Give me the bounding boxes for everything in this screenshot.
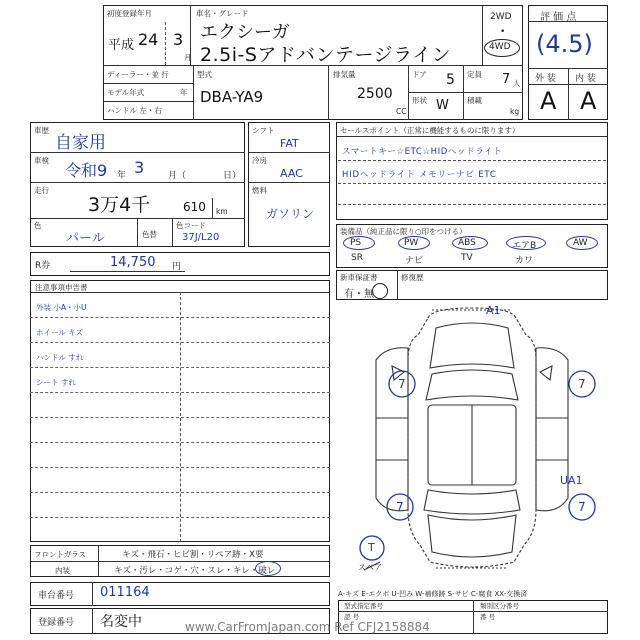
notes-title: 注意事項申告書 <box>35 283 88 292</box>
interior-cond-label: 内装 <box>55 566 70 575</box>
inspection-month: 3 <box>134 158 145 177</box>
vehicle-type-value: 自家用 <box>55 133 106 153</box>
color-change-label: 色替 <box>142 230 157 239</box>
type-value: DBA-YA9 <box>200 88 264 106</box>
month-unit: 月 <box>184 53 192 62</box>
load-label: 積載 <box>467 96 482 105</box>
inspection-month-unit: 月（ <box>168 171 187 181</box>
model-year-label: モデル年式 <box>107 88 145 97</box>
mark-rear-side: UA1 <box>560 474 583 487</box>
list-item <box>30 492 330 518</box>
car-diagram <box>336 300 608 585</box>
person-unit: 人 <box>513 79 521 88</box>
recall-label: 修復歴 <box>401 273 424 282</box>
reg-year: 24 <box>138 30 159 49</box>
notes-list <box>30 292 330 542</box>
first-reg-label: 初度登録年月 <box>107 9 152 18</box>
era: 平成 <box>108 38 135 53</box>
capacity-label: 定員 <box>467 70 482 79</box>
chassis-label: 車台番号 <box>38 591 75 601</box>
displacement-label: 排気量 <box>333 70 356 79</box>
kg-unit: kg <box>510 107 520 116</box>
reg-month: 3 <box>173 30 184 49</box>
price-value: 14,750 <box>110 255 156 270</box>
spare-label: スペア <box>358 563 382 572</box>
shift-value: FAT <box>280 137 299 150</box>
displacement: 2500 <box>357 86 393 102</box>
drive-4wd: 4WD <box>489 42 511 52</box>
inspection-day-unit: 日） <box>223 171 242 181</box>
equip-aw: AW <box>573 238 588 248</box>
interior-sure-circle <box>255 561 281 576</box>
reg-value: 名変中 <box>100 614 142 630</box>
front-glass-value: キズ・飛石・ヒビ割・リペア跡・X要 <box>122 550 264 560</box>
handle-label: ハンドル 左・右 <box>107 106 162 115</box>
sales-title: セールスポイント（正常に機能するものに限ります） <box>340 126 520 135</box>
mileage-label: 走行 <box>34 186 49 195</box>
shift-label: シフト <box>252 126 275 135</box>
price-label: R券 <box>35 261 51 271</box>
interior-cond-value: キズ・汚レ・コゲ・穴・スレ・キレ・破レ <box>114 566 276 576</box>
vehicle-type-label: 車歴 <box>34 126 49 135</box>
price-unit: 円 <box>172 262 182 272</box>
cc-unit: CC <box>396 107 407 116</box>
warranty-circle <box>372 283 388 299</box>
list-item <box>30 516 330 542</box>
mileage-sub: 610 <box>183 200 206 214</box>
equipment-title: 装備品（純正品に限り○印をつける） <box>340 227 467 236</box>
inspection-value: 令和9 <box>65 161 108 180</box>
color-no: 37J/L20 <box>182 232 220 243</box>
ac-label: 冷房 <box>252 156 267 165</box>
equip-airbag: エアB <box>512 241 537 251</box>
list-item: ハンドル すれ <box>30 342 330 368</box>
cert-box1: 型式指定番号 <box>344 602 383 610</box>
equip-abs: ABS <box>458 238 476 248</box>
equip-navi: ナビ <box>405 256 424 266</box>
list-item <box>30 467 330 493</box>
drive-dot: • <box>500 27 506 37</box>
type-label: 型式 <box>197 70 212 79</box>
cert-box2: 類別区分番号 <box>480 602 519 610</box>
dealer-label: ディーラー・並 行 <box>107 70 169 79</box>
list-item: ホイール キズ <box>30 317 330 343</box>
equip-sr: SR <box>351 253 363 263</box>
exterior-grade: A <box>540 87 557 115</box>
equip-tv: TV <box>461 253 473 263</box>
front-glass-label: フロントガラス <box>34 550 87 559</box>
km-unit: km <box>216 207 228 216</box>
car-name: エクシーガ <box>200 22 290 43</box>
cert-box4: 番 号 <box>480 613 496 621</box>
mileage-value: 3万4千 <box>88 194 151 216</box>
equip-leather: カワ <box>515 256 534 266</box>
mark-spare: T <box>368 541 375 554</box>
car-name-label: 車名・グレード <box>196 9 249 18</box>
inspection-label: 車検 <box>34 156 49 165</box>
fuel-value: ガソリン <box>266 207 315 221</box>
mark-wheel-fr: 7 <box>578 377 586 391</box>
mark-front: A1 <box>486 304 501 317</box>
shape-label: 形状 <box>412 96 427 105</box>
warranty-value: 有・無 <box>344 289 374 300</box>
mark-wheel-fl: 7 <box>398 377 406 391</box>
fuel-label: 燃料 <box>252 186 267 195</box>
door-value: 5 <box>446 72 455 88</box>
legend: A-キズ E-エクボ U-凹み W-補修跡 S-サビ C-腐食 XX-交換済 <box>338 590 528 598</box>
watermark: www.CarFromJapan.com Ref CFJ2158884 <box>185 620 430 634</box>
list-item <box>30 442 330 468</box>
exterior-label: 外 装 <box>535 74 556 84</box>
equip-pw: PW <box>404 238 419 248</box>
drive-2wd: 2WD <box>490 12 512 22</box>
ac-value: AAC <box>280 167 303 180</box>
chassis-value: 011164 <box>100 585 150 600</box>
list-item <box>30 417 330 443</box>
door-label: ドア <box>412 70 427 79</box>
chassis-box <box>30 582 330 606</box>
warranty-label: 新車保証書 <box>340 273 378 282</box>
inspection-year-unit: 年 <box>117 171 127 181</box>
rating-value: (4.5) <box>536 30 593 58</box>
interior-grade: A <box>580 87 597 115</box>
list-item <box>30 392 330 418</box>
sales-line-1: スマートキー☆ETC☆HIDヘッドライト <box>342 147 503 157</box>
mark-wheel-rr: 7 <box>578 500 586 514</box>
sales-line-2: HIDヘッドライト メモリーナビ ETC <box>342 170 497 180</box>
interior-label: 内 装 <box>575 74 596 84</box>
reg-label: 登録番号 <box>38 618 75 628</box>
color-label: 色 <box>34 221 42 230</box>
shape-value: W <box>436 98 449 113</box>
color-no-label: 色コード <box>176 221 206 230</box>
capacity-value: 7 <box>502 72 511 87</box>
car-grade: 2.5i-Sアドバンテージライン <box>200 44 452 66</box>
list-item: シート すれ <box>30 367 330 393</box>
mark-wheel-rl: 7 <box>396 500 404 514</box>
color-value: パール <box>66 231 105 246</box>
model-year-unit: 年 <box>180 88 188 97</box>
cert-box3: 認 号 <box>344 613 360 621</box>
equip-ps: PS <box>350 238 362 248</box>
rating-label: 評 価 点 <box>540 12 577 23</box>
list-item: 外装 小A・小U <box>30 292 330 318</box>
